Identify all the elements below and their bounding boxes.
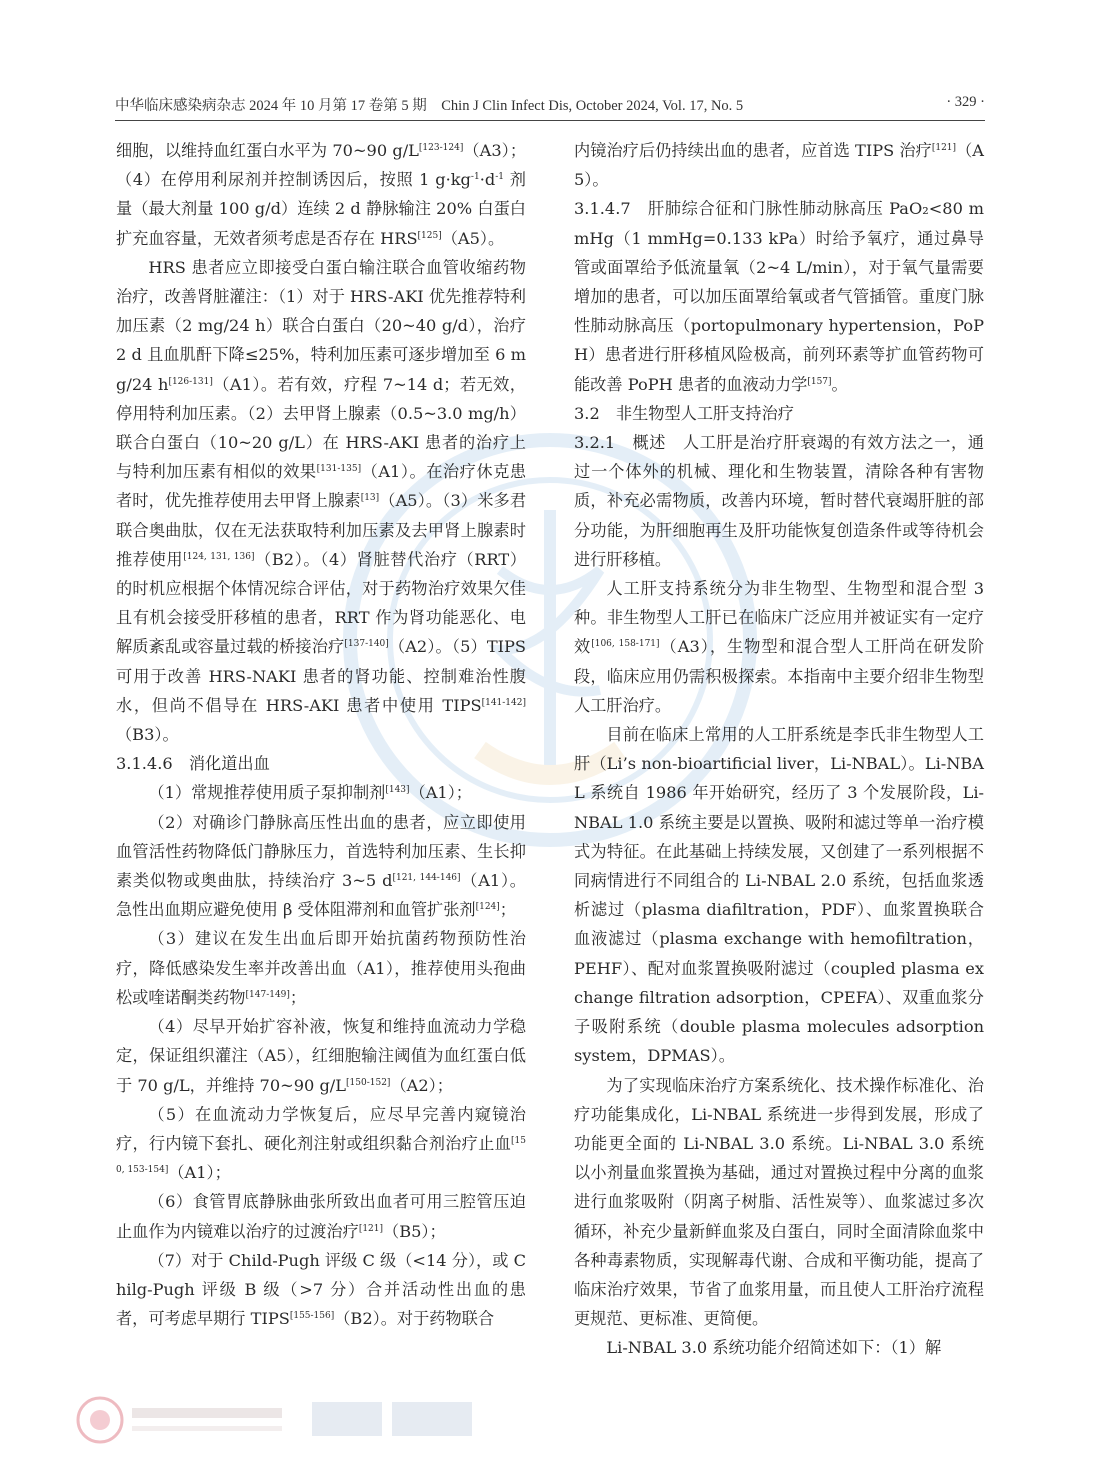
text-run: （4）尽早开始扩容补液，恢复和维持血流动力学稳定，保证组织灌注（A5），红细胞输注阈值为血红蛋白低于 70 g/L，并维持 70~90 g/L — [116, 1017, 526, 1095]
text-run: HRS 患者应立即接受白蛋白输注联合血管收缩药物治疗，改善肾脏灌注：（1）对于 HRS-AKI 优先推荐特利加压素（2 mg/24 h）联合白蛋白（20~40 g/d），治疗 2 d 且血肌酐下降≤25%，特利加压素可逐步增加至 6 mg/24 h — [116, 257, 526, 394]
citation-reference: [157] — [807, 376, 832, 387]
text-run: 3.2 非生物型人工肝支持治疗 — [574, 403, 794, 423]
text-run: （7）对于 Child-Pugh 评级 C 级（<14 分），或 Chilg-Pugh 评级 B 级（>7 分）合并活动性出血的患者，可考虑早期行 TIPS — [116, 1250, 526, 1329]
citation-reference: [150, 153-154] — [116, 1135, 526, 1176]
citation-reference: [141-142] — [481, 697, 526, 708]
text-run: （1）常规推荐使用质子泵抑制剂 — [148, 783, 386, 803]
text-run: （A2）； — [390, 1075, 453, 1095]
text-run: （2）对确诊门静脉高压性出血的患者，应立即使用血管活性药物降低门静脉压力，首选特利加压素、生长抑素类似物或奥曲肽，持续治疗 3~5 d — [116, 812, 526, 891]
right-column — [574, 136, 984, 1363]
text-run: 3.1.4.6 消化道出血 — [116, 754, 270, 774]
text-run: ·d — [479, 170, 496, 190]
page-number: · 329 · — [946, 94, 985, 110]
text-run: （A3），生物型和混合型人工肝尚在研发阶段，临床应用仍需积极探索。本指南中主要介绍非生物型人工肝治疗。 — [574, 637, 985, 715]
citation-reference: [124, 131, 136] — [183, 551, 255, 562]
citation-reference: [106, 158-171] — [591, 639, 660, 650]
text-run: （A1）； — [409, 783, 472, 803]
section-paragraph — [574, 194, 984, 398]
body-paragraph — [574, 1071, 984, 1334]
body-paragraph — [116, 778, 526, 807]
citation-reference: [121, 144-146] — [392, 873, 461, 884]
body-paragraph — [116, 1100, 526, 1188]
text-run: （A1）。若有效，疗程 7~14 d；若无效，停用特利加压素。（2）去甲肾上腺素（0.5~3.0 mg/h）联合白蛋白（10~20 g/L）在 HRS-AKI 患者的治疗上与特利加压素有相似的效果 — [116, 374, 526, 482]
citation-reference: [13] — [360, 493, 380, 504]
running-header — [115, 92, 985, 121]
text-run: 剂量（最大剂量 100 g/d）连续 2 d 静脉输注 20% 白蛋白扩充血容量，无效者须考虑是否存在 HRS — [116, 170, 526, 248]
text-run: （A1）。在治疗休克患者时，优先推荐使用去甲肾上腺素 — [116, 462, 527, 511]
text-run: ； — [499, 900, 516, 920]
citation-reference: [147-149] — [245, 989, 290, 1000]
text-run: （B5）； — [383, 1221, 446, 1241]
citation-reference: [150-152] — [346, 1077, 391, 1088]
body-paragraph — [116, 253, 526, 749]
section-paragraph — [574, 428, 984, 574]
publisher-logo-icon — [72, 1390, 492, 1450]
section-paragraph — [574, 399, 984, 428]
citation-reference: [126-131] — [168, 376, 213, 387]
text-run: （6）食管胃底静脉曲张所致出血者可用三腔管压迫止血作为内镜难以治疗的过渡治疗 — [116, 1192, 526, 1241]
body-paragraph — [116, 808, 526, 925]
citation-reference: -1 — [470, 172, 480, 183]
body-paragraph — [574, 136, 984, 194]
text-run: 内镜治疗后仍持续出血的患者，应首选 TIPS 治疗 — [574, 141, 932, 160]
text-run: （5）在血流动力学恢复后，应尽早完善内窥镜治疗，行内镜下套扎、硬化剂注射或组织黏合剂治疗止血 — [116, 1104, 526, 1153]
body-paragraph — [574, 574, 984, 720]
citation-reference: [121] — [358, 1223, 384, 1234]
citation-reference: [123-124] — [418, 143, 464, 153]
text-run: （A2）。（5）TIPS 可用于改善 HRS-NAKI 患者的肾功能、控制难治性腹水，但尚不倡导在 HRS-AKI 患者中使用 TIPS — [116, 637, 526, 715]
text-run: ； — [289, 987, 307, 1007]
text-run: 目前在临床上常用的人工肝系统是李氏非生物型人工肝（Li’s non-bioartificial liver，Li-NBAL）。Li-NBAL 系统自 1986 年开始研究，经历了 3 个发展阶段，Li-NBAL 1.0 系统主要是以置换、吸附和滤过等单一治疗模式为特征。在此基础上持续发展，又创建了一系列根据不同病情进行不同组合的 Li-NBAL 2.0 系统，包括血浆透析滤过（plasma diafiltration，PDF）、血浆置换联合血液滤过（plasma exchange with hemofiltration，PEHF）、配对血浆置换吸附滤过（coupled plasma exchange filtration adsorption，CPEFA）、双重血浆分子吸附系统（double plasma molecules adsorption system，DPMAS）。 — [574, 725, 984, 1066]
citation-reference: [125] — [417, 230, 442, 241]
body-paragraph — [116, 1012, 526, 1100]
body-paragraph — [116, 924, 526, 1012]
citation-reference: [143] — [385, 785, 410, 796]
text-run: （B3）。 — [116, 725, 179, 745]
text-run: 细胞，以维持血红蛋白水平为 70~90 g/L — [116, 141, 419, 160]
citation-reference: [155-156] — [289, 1311, 335, 1322]
text-run: 人工肝支持系统分为非生物型、生物型和混合型 3 种。非生物型人工肝已在临床广泛应用并被证实有一定疗效 — [574, 579, 984, 657]
text-run: （A5）。 — [574, 141, 984, 190]
citation-reference: [131-135] — [316, 464, 362, 475]
citation-reference: [137-140] — [344, 639, 389, 650]
text-run: （A5）。 — [441, 228, 505, 248]
body-paragraph — [574, 720, 984, 1070]
body-paragraph — [116, 1187, 526, 1245]
citation-reference: [124] — [475, 902, 500, 913]
section-paragraph — [116, 749, 526, 778]
text-run: 。 — [831, 374, 848, 394]
text-run: （B2）。（4）肾脏替代治疗（RRT）的时机应根据个体情况综合评估，对于药物治疗效果欠佳且有机会接受肝移植的患者，RRT 作为肾功能恶化、电解质紊乱或容量过载的桥接治疗 — [116, 549, 527, 657]
citation-reference: -1 — [495, 172, 504, 183]
text-run: （A3）；（4）在停用利尿剂并控制诱因后，按照 1 g·kg — [116, 141, 527, 190]
body-paragraph — [116, 1246, 526, 1334]
left-column — [116, 136, 526, 1333]
journal-citation: 中华临床感染病杂志 2024 年 10 月第 17 卷第 5 期 Chin J Clin Infect Dis, October 2024, Vol. 17, No. 5 — [115, 98, 744, 114]
text-run: 3.2.1 概述 人工肝是治疗肝衰竭的有效方法之一，通过一个体外的机械、理化和生物装置，清除各种有害物质，补充必需物质，改善内环境，暂时替代衰竭肝脏的部分功能，为肝细胞再生及肝功能恢复创造条件或等待机会进行肝移植。 — [574, 433, 984, 569]
text-run: （A5）。（3）米多君联合奥曲肽，仅在无法获取特利加压素及去甲肾上腺素时推荐使用 — [116, 491, 527, 569]
text-run: 为了实现临床治疗方案系统化、技术操作标准化、治疗功能集成化，Li-NBAL 系统进一步得到发展，形成了功能更全面的 Li-NBAL 3.0 系统。Li-NBAL 3.0 系统以小剂量血浆置换为基础，通过对置换过程中分离的血浆进行血浆吸附（阴离子树脂、活性炭等）、血浆滤过多次循环，补充少量新鲜血浆及白蛋白，同时全面清除血浆中各种毒素物质，实现解毒代谢、合成和平衡功能，提高了临床治疗效果，节省了血浆用量，而且使人工肝治疗流程更规范、更标准、更简便。 — [574, 1075, 984, 1329]
text-run: 3.1.4.7 肝肺综合征和门脉性肺动脉高压 PaO₂<80 mmHg（1 mmHg=0.133 kPa）时给予氧疗，通过鼻导管或面罩给予低流量氧（2~4 L/min），对于氧气量需要增加的患者，可以加压面罩给氧或者气管插管。重度门脉性肺动脉高压（portopulmonary hypertension，PoPH）患者进行肝移植风险极高，前列环素等扩血管药物可能改善 PoPH 患者的血液动力学 — [574, 199, 984, 394]
body-paragraph — [116, 136, 526, 253]
text-run: （3）建议在发生出血后即开始抗菌药物预防性治疗，降低感染发生率并改善出血（A1），推荐使用头孢曲松或喹诺酮类药物 — [116, 929, 526, 1007]
body-paragraph — [574, 1333, 984, 1362]
text-run: （B2）。对于药物联合 — [334, 1309, 495, 1329]
text-run: （A1）； — [168, 1163, 231, 1183]
text-run: Li-NBAL 3.0 系统功能介绍简述如下：（1）解 — [606, 1338, 942, 1358]
citation-reference: [121] — [931, 143, 957, 153]
text-run: （A1）。急性出血期应避免使用 β 受体阻滞剂和血管扩张剂 — [116, 871, 526, 920]
